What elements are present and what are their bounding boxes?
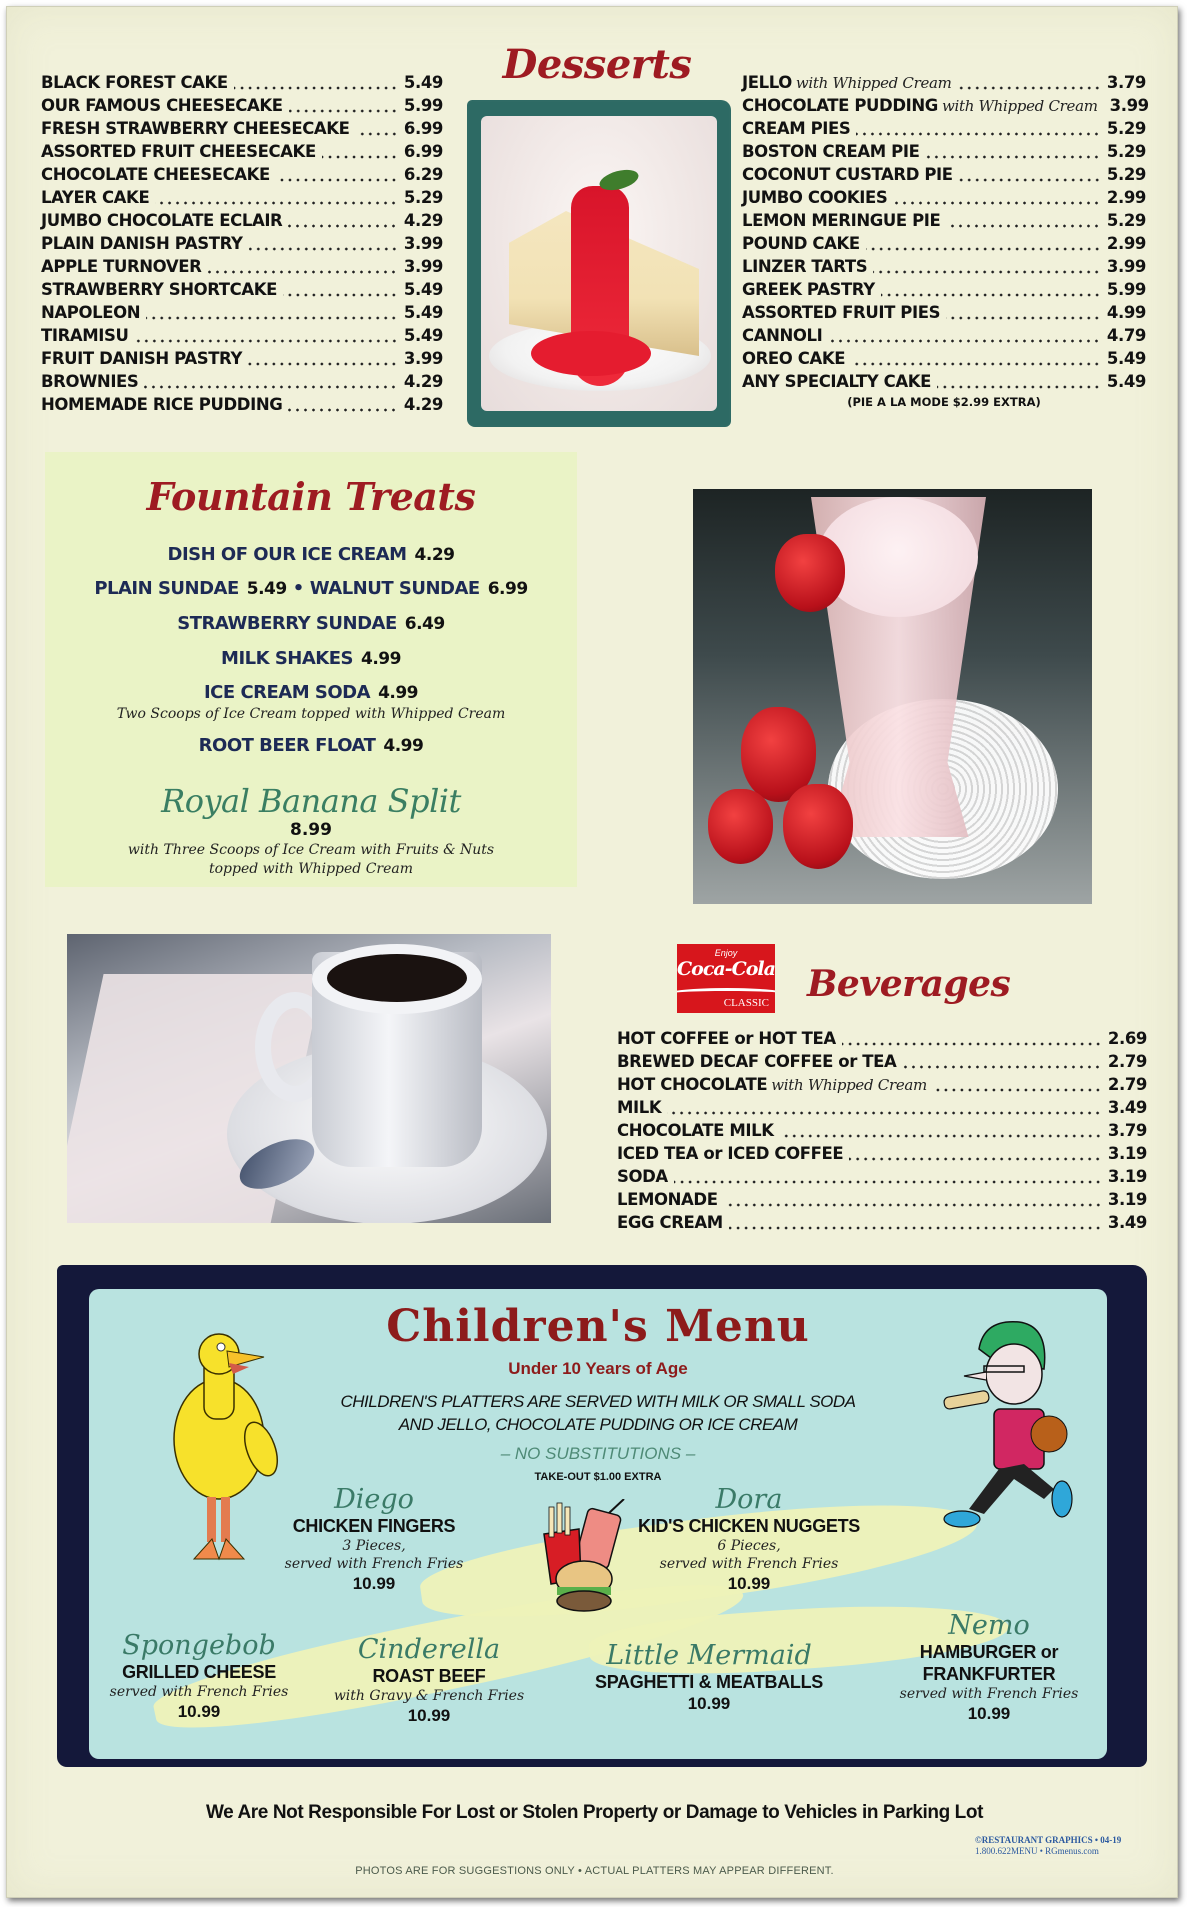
dot-leader [667, 1111, 1102, 1115]
childrens-menu-heading: Children's Menu [386, 1301, 810, 1352]
platter-note-2: AND JELLO, CHOCOLATE PUDDING OR ICE CREAM [398, 1415, 798, 1434]
dot-leader [958, 86, 1101, 90]
dish-name: CHICKEN FINGERS [292, 1516, 456, 1536]
platter-note-1: CHILDREN'S PLATTERS ARE SERVED WITH MILK OR SMALL SODA [340, 1392, 856, 1411]
price: 10.99 [177, 1702, 221, 1721]
dot-leader [925, 155, 1100, 159]
price: 6.99 [403, 119, 443, 138]
price: 4.99 [361, 649, 401, 669]
price: 3.19 [1107, 1144, 1147, 1163]
takeout-note: TAKE-OUT $1.00 EXTRA [534, 1471, 662, 1483]
fountain-treats-heading: Fountain Treats [146, 474, 476, 519]
strawberry-icon [783, 784, 853, 869]
dot-leader [155, 201, 398, 205]
price: 4.99 [383, 736, 424, 756]
dot-leader [146, 316, 398, 320]
age-limit-subtitle: Under 10 Years of Age [508, 1359, 688, 1378]
dot-leader [866, 247, 1101, 251]
character-name: Little Mermaid [606, 1640, 812, 1671]
kids-item-hamburger: Nemo HAMBURGER or FRANKFURTER served with French Fries 10.99 [889, 1611, 1089, 1725]
dot-leader [322, 155, 398, 159]
photo-disclaimer: PHOTOS ARE FOR SUGGESTIONS ONLY • ACTUAL PLATTERS MAY APPEAR DIFFERENT. [355, 1865, 834, 1877]
kids-item-grilled-cheese: Spongebob GRILLED CHEESE served with French Fries 10.99 [89, 1631, 309, 1723]
fountain-item-milk-shakes: MILK SHAKES 4.99 [221, 648, 401, 669]
dot-leader [356, 132, 398, 136]
price: 4.29 [414, 545, 455, 565]
menu-item: BLACK FOREST CAKE 5.49 [41, 73, 443, 92]
menu-item: HOT COFFEE or HOT TEA 2.69 [617, 1029, 1147, 1048]
price: 6.99 [403, 142, 443, 161]
price: 5.99 [403, 96, 443, 115]
price: 3.99 [1109, 96, 1149, 115]
price: 4.29 [403, 395, 443, 414]
price: 10.99 [407, 1706, 451, 1725]
dot-leader [780, 1134, 1102, 1138]
price: 4.99 [378, 683, 419, 703]
price: 3.99 [1106, 257, 1146, 276]
fountain-item-dish: DISH OF OUR ICE CREAM 4.29 [167, 544, 455, 565]
menu-item: ASSORTED FRUIT PIES 4.99 [742, 303, 1146, 322]
dish-name: HAMBURGER or [919, 1642, 1059, 1662]
desserts-list-left [41, 71, 443, 416]
dot-leader [288, 224, 398, 228]
menu-item: OREO CAKE 5.49 [742, 349, 1146, 368]
price: 3.49 [1107, 1098, 1147, 1117]
menu-item: CHOCOLATE PUDDING with Whipped Cream 3.99 [742, 96, 1149, 115]
price: 3.99 [403, 234, 443, 253]
milkshake-photo [693, 489, 1092, 904]
price: 3.19 [1107, 1190, 1147, 1209]
price: 5.49 [246, 579, 287, 599]
price: 4.29 [403, 211, 443, 230]
banana-split-price: 8.99 [290, 820, 332, 840]
menu-item: CHOCOLATE MILK 3.79 [617, 1121, 1147, 1140]
dot-leader [959, 178, 1101, 182]
price: 5.29 [1106, 119, 1146, 138]
price: 3.49 [1107, 1213, 1147, 1232]
price: 4.79 [1106, 326, 1146, 345]
publisher-credit: ©RESTAURANT GRAPHICS • 04-19 1.800.622MENU • RGmenus.com [975, 1835, 1122, 1856]
dot-leader [729, 1226, 1102, 1230]
dot-leader [946, 224, 1100, 228]
price: 5.49 [1106, 372, 1146, 391]
banana-split-heading: Royal Banana Split [161, 782, 461, 820]
price: 6.49 [404, 614, 445, 634]
fountain-item-strawberry-sundae: STRAWBERRY SUNDAE 6.49 [177, 613, 445, 634]
price: 10.99 [352, 1574, 396, 1593]
price: 2.99 [1106, 188, 1146, 207]
menu-page [6, 6, 1178, 1898]
coca-cola-logo: Enjoy Coca-Cola CLASSIC [677, 944, 775, 1013]
dot-leader [828, 339, 1100, 343]
parking-disclaimer: We Are Not Responsible For Lost or Stolen Property or Damage to Vehicles in Parking Lot [205, 1802, 984, 1823]
menu-item: COCONUT CUSTARD PIE 5.29 [742, 165, 1146, 184]
desserts-list-right [742, 71, 1149, 409]
price: 4.29 [403, 372, 443, 391]
dot-leader [893, 201, 1101, 205]
menu-item: POUND CAKE 2.99 [742, 234, 1146, 253]
dot-leader [902, 1065, 1101, 1069]
kids-item-chicken-fingers: Diego CHICKEN FINGERS 3 Pieces, served with French Fries 10.99 [259, 1485, 489, 1595]
menu-item: SODA 3.19 [617, 1167, 1147, 1186]
kids-item-chicken-nuggets: Dora KID'S CHICKEN NUGGETS 6 Pieces, served with French Fries 10.99 [629, 1485, 869, 1595]
dot-leader [937, 385, 1101, 389]
price: 3.79 [1107, 1121, 1147, 1140]
menu-item: FRUIT DANISH PASTRY 3.99 [41, 349, 443, 368]
menu-item: BOSTON CREAM PIE 5.29 [742, 142, 1146, 161]
fountain-item-sundaes: PLAIN SUNDAE 5.49 • WALNUT SUNDAE 6.99 [94, 578, 528, 599]
price: 5.49 [403, 326, 443, 345]
dish-name: KID'S CHICKEN NUGGETS [638, 1516, 860, 1536]
price: 5.29 [1106, 165, 1146, 184]
cheesecake-photo-frame [469, 102, 729, 425]
menu-item: CANNOLI 4.79 [742, 326, 1146, 345]
dish-name: GRILLED CHEESE [122, 1662, 276, 1682]
price: 5.29 [403, 188, 443, 207]
dot-leader [288, 408, 398, 412]
price: 10.99 [687, 1694, 731, 1713]
dot-leader [207, 270, 397, 274]
character-name: Spongebob [122, 1630, 276, 1661]
price: 5.29 [1106, 211, 1146, 230]
menu-item: ANY SPECIALTY CAKE 5.49 [742, 372, 1146, 391]
price: 2.79 [1107, 1075, 1147, 1094]
dot-leader [248, 362, 398, 366]
menu-item: TIRAMISU 5.49 [41, 326, 443, 345]
fountain-item-root-beer-float: ROOT BEER FLOAT 4.99 [198, 735, 424, 756]
dish-name: ROAST BEEF [372, 1666, 486, 1686]
beverages-heading: Beverages [807, 963, 1011, 1005]
price: 5.49 [1106, 349, 1146, 368]
coffee-shape [327, 954, 467, 1002]
banana-split-description-1: with Three Scoops of Ice Cream with Fruits & Nuts [127, 842, 495, 858]
dot-leader [946, 316, 1101, 320]
menu-item: JELLO with Whipped Cream 3.79 [742, 73, 1146, 92]
fast-food-icon [529, 1499, 639, 1619]
menu-item: FRESH STRAWBERRY CHEESECAKE 6.99 [41, 119, 443, 138]
bullet-separator: • [292, 578, 304, 599]
menu-item: OUR FAMOUS CHEESECAKE 5.99 [41, 96, 443, 115]
cheesecake-photo [481, 116, 717, 411]
fountain-item-ice-cream-soda: ICE CREAM SODA 4.99 [203, 682, 419, 703]
menu-item: JUMBO COOKIES 2.99 [742, 188, 1146, 207]
menu-item: APPLE TURNOVER 3.99 [41, 257, 443, 276]
ice-cream-soda-description: Two Scoops of Ice Cream topped with Whipped Cream [116, 706, 506, 722]
price: 5.49 [403, 73, 443, 92]
dot-leader [234, 86, 398, 90]
dot-leader [289, 109, 398, 113]
price: 3.99 [403, 257, 443, 276]
menu-item: LEMONADE 3.19 [617, 1190, 1147, 1209]
price: 10.99 [727, 1574, 771, 1593]
price: 5.99 [1106, 280, 1146, 299]
menu-item: LAYER CAKE 5.29 [41, 188, 443, 207]
character-name: Nemo [948, 1610, 1030, 1641]
price: 5.49 [403, 280, 443, 299]
price: 6.99 [487, 579, 528, 599]
menu-item: GREEK PASTRY 5.99 [742, 280, 1146, 299]
strawberry-icon [708, 789, 773, 864]
menu-item: BREWED DECAF COFFEE or TEA 2.79 [617, 1052, 1147, 1071]
dot-leader [842, 1042, 1102, 1046]
price: 3.99 [403, 349, 443, 368]
menu-item: JUMBO CHOCOLATE ECLAIR 4.29 [41, 211, 443, 230]
dot-leader [283, 293, 398, 297]
menu-item: EGG CREAM 3.49 [617, 1213, 1147, 1232]
beverages-list [617, 1027, 1147, 1234]
sauce-pool-shape [531, 331, 651, 376]
menu-item: BROWNIES 4.29 [41, 372, 443, 391]
running-boy-illustration [924, 1314, 1094, 1544]
kids-item-roast-beef: Cinderella ROAST BEEF with Gravy & French Fries 10.99 [319, 1635, 539, 1727]
menu-item: LINZER TARTS 3.99 [742, 257, 1146, 276]
price: 5.49 [403, 303, 443, 322]
menu-item: CREAM PIES 5.29 [742, 119, 1146, 138]
dish-name: FRANKFURTER [922, 1664, 1056, 1684]
dot-leader [674, 1180, 1102, 1184]
banana-split-description-2: topped with Whipped Cream [208, 861, 414, 877]
character-name: Cinderella [357, 1634, 501, 1665]
dot-leader [873, 270, 1101, 274]
menu-item: ASSORTED FRUIT CHEESECAKE 6.99 [41, 142, 443, 161]
price: 4.99 [1106, 303, 1146, 322]
price: 5.29 [1106, 142, 1146, 161]
menu-item: LEMON MERINGUE PIE 5.29 [742, 211, 1146, 230]
fountain-treats-panel [45, 452, 577, 887]
dot-leader [849, 1157, 1102, 1161]
pie-a-la-mode-note: (PIE A LA MODE $2.99 EXTRA) [847, 395, 1041, 409]
character-name: Dora [715, 1484, 783, 1515]
price: 10.99 [967, 1704, 1011, 1723]
menu-item: NAPOLEON 5.49 [41, 303, 443, 322]
dot-leader [144, 385, 397, 389]
dot-leader [881, 293, 1101, 297]
menu-item: ICED TEA or ICED COFFEE 3.19 [617, 1144, 1147, 1163]
coffee-cup-photo [67, 934, 551, 1223]
price: 2.79 [1107, 1052, 1147, 1071]
dish-name: SPAGHETTI & MEATBALLS [594, 1672, 824, 1692]
dot-leader [724, 1203, 1102, 1207]
menu-item: CHOCOLATE CHEESECAKE 6.29 [41, 165, 443, 184]
kids-item-spaghetti [579, 1641, 839, 1715]
dot-leader [249, 247, 398, 251]
dot-leader [933, 1088, 1102, 1092]
menu-item: PLAIN DANISH PASTRY 3.99 [41, 234, 443, 253]
childrens-menu-panel [89, 1289, 1107, 1759]
price: 3.19 [1107, 1167, 1147, 1186]
price: 3.79 [1106, 73, 1146, 92]
price: 6.29 [403, 165, 443, 184]
desserts-heading: Desserts [502, 41, 692, 88]
price: 2.69 [1107, 1029, 1147, 1048]
strawberry-icon [775, 534, 845, 612]
no-substitutions-note: – NO SUBSTITUTIONS – [500, 1444, 696, 1463]
menu-item: HOMEMADE RICE PUDDING 4.29 [41, 395, 443, 414]
dot-leader [276, 178, 398, 182]
menu-item: STRAWBERRY SHORTCAKE 5.49 [41, 280, 443, 299]
dot-leader [856, 132, 1100, 136]
price: 2.99 [1106, 234, 1146, 253]
dot-leader [135, 339, 398, 343]
dot-leader [851, 362, 1101, 366]
menu-item: MILK 3.49 [617, 1098, 1147, 1117]
character-name: Diego [334, 1484, 414, 1515]
menu-item: HOT CHOCOLATE with Whipped Cream 2.79 [617, 1075, 1147, 1094]
